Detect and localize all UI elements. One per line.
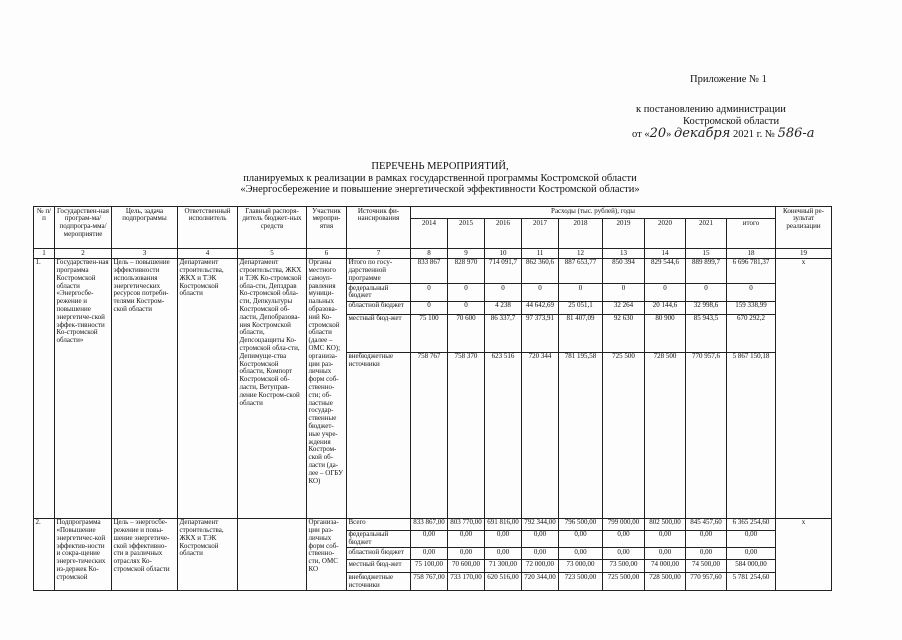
expense-value: 720 344: [522, 352, 559, 518]
column-index: 10: [485, 249, 522, 259]
expense-value: 0,00: [411, 548, 448, 560]
year-header: 2017: [522, 219, 559, 249]
expense-value: 97 373,91: [522, 314, 559, 352]
goal-text: Цель – энергосбе-режение и повы-шение энергетиче-ской эффективно-сти в различных отраслях Ко-стромской области: [112, 518, 178, 590]
expense-value: 584 000,00: [727, 560, 776, 573]
final-result: х: [776, 258, 832, 518]
responsible-executor: Департамент строительства, ЖКХ и ТЭК Костромской области: [178, 518, 238, 590]
expense-value: 81 407,09: [559, 314, 603, 352]
expense-value: 92 630: [603, 314, 645, 352]
expense-value: 0: [522, 284, 559, 302]
expense-value: 833 867,00: [411, 518, 448, 530]
column-index: 18: [727, 249, 776, 259]
measure-participant: Органы местного самоуп-равления муници-пальных образова-ний Ко-стромской области (далее – ОМС КО); организа-ции раз-личных форм соб-ственно-сти; об-ластные государ-ственные бюджет-ные учре-ждения Костром-ской об-ласти (да-лее – ОГБУ КО): [307, 258, 347, 518]
handwritten-month: декабря: [674, 126, 731, 141]
expense-value: 4 238: [485, 301, 522, 314]
expense-value: 720 344,00: [522, 573, 559, 591]
document-title: [200, 161, 680, 196]
budget-manager: Департамент строительства, ЖКХ и ТЭК Ко-стромской обла-сти, Депздрав Ко-стромской обла-сти, Депкультуры Костромской об-ласти, Депобразова-ния Костромской области, Депсоцзащиты Ко-стромской обла-сти, Депимуще-ства Костромской области, Компорт Костромской об-ласти, Ветупрaв-ление Костром-ской области: [238, 258, 307, 518]
column-index: 12: [559, 249, 603, 259]
measures-table: [33, 206, 832, 591]
expense-value: 0,00: [645, 548, 686, 560]
expense-value: 0,00: [559, 548, 603, 560]
expense-value: 758 767: [411, 352, 448, 518]
column-index: 7: [347, 249, 411, 259]
expense-value: 0,00: [603, 548, 645, 560]
expense-value: 0: [448, 284, 485, 302]
expense-value: 72 000,00: [522, 560, 559, 573]
year-header: 2018: [559, 219, 603, 249]
funding-source: Всего: [347, 518, 411, 530]
expense-value: 73 500,00: [603, 560, 645, 573]
column-index: 13: [603, 249, 645, 259]
expense-value: 670 292,2: [727, 314, 776, 352]
column-index-row: [34, 249, 832, 259]
expense-value: 691 816,00: [485, 518, 522, 530]
final-result: х: [776, 518, 832, 590]
appendix-label: Приложение № 1: [690, 74, 767, 85]
funding-source: областной бюджет: [347, 548, 411, 560]
year-header: 2015: [448, 219, 485, 249]
expense-value: 829 544,6: [645, 258, 686, 283]
decree-date-line: [632, 128, 815, 141]
date-mid: »: [666, 129, 674, 140]
column-index: 4: [178, 249, 238, 259]
expense-value: 0: [448, 301, 485, 314]
expense-value: 0,00: [448, 548, 485, 560]
table-row: [34, 518, 832, 530]
expense-value: 20 144,6: [645, 301, 686, 314]
handwritten-number: 586-а: [777, 126, 815, 141]
expense-value: 802 500,00: [645, 518, 686, 530]
decree-reference: к постановлению администрации: [636, 104, 786, 115]
expense-value: 887 653,77: [559, 258, 603, 283]
column-index: 14: [645, 249, 686, 259]
expense-value: 86 337,7: [485, 314, 522, 352]
expense-value: 70 600: [448, 314, 485, 352]
expense-value: 758 767,00: [411, 573, 448, 591]
header-manager: Главный распоря-дитель бюджет-ных средств: [238, 207, 307, 249]
column-index: 19: [776, 249, 832, 259]
funding-source: внебюджетные источники: [347, 573, 411, 591]
expense-value: 733 170,00: [448, 573, 485, 591]
expense-value: 0,00: [522, 548, 559, 560]
date-suffix: 2021 г. №: [730, 129, 778, 140]
column-index: 11: [522, 249, 559, 259]
year-header: итого: [727, 219, 776, 249]
expense-value: 32 998,6: [686, 301, 727, 314]
expense-value: 0,00: [522, 530, 559, 548]
expense-value: 0,00: [727, 530, 776, 548]
header-num: № п/п: [34, 207, 55, 249]
funding-source: местный бюд-жет: [347, 560, 411, 573]
funding-source: Итого по госу-дарственной программе: [347, 258, 411, 283]
table-body: [34, 258, 832, 590]
expense-value: 889 899,7: [686, 258, 727, 283]
expense-value: 80 900: [645, 314, 686, 352]
expense-value: 0: [411, 284, 448, 302]
header-program: Государствен-ная програм-ма/подпрогра-мма/ мероприятие: [55, 207, 112, 249]
expense-value: 0,00: [485, 530, 522, 548]
expense-value: 725 500,00: [603, 573, 645, 591]
expense-value: 850 394: [603, 258, 645, 283]
expense-value: 796 500,00: [559, 518, 603, 530]
region-name: Костромской области: [683, 116, 780, 127]
expense-value: 723 500,00: [559, 573, 603, 591]
column-index: 8: [411, 249, 448, 259]
column-index: 1: [34, 249, 55, 259]
date-prefix: от «: [632, 129, 650, 140]
row-number: 2.: [34, 518, 55, 590]
year-header: 2021: [686, 219, 727, 249]
header-goal: Цель, задача подпрограммы: [112, 207, 178, 249]
expense-value: 73 000,00: [559, 560, 603, 573]
expense-value: 71 300,00: [485, 560, 522, 573]
column-index: 15: [686, 249, 727, 259]
expense-value: 0,00: [485, 548, 522, 560]
header-source: Источник фи-нансирования: [347, 207, 411, 249]
funding-source: местный бюд-жет: [347, 314, 411, 352]
funding-source: федеральный бюджет: [347, 284, 411, 302]
expense-value: 74 500,00: [686, 560, 727, 573]
expense-value: 6 696 781,37: [727, 258, 776, 283]
goal-text: Цель – повышение эффективности использования энергетических ресурсов потреби-телями Костром-ской области: [112, 258, 178, 518]
handwritten-day: 20: [649, 126, 667, 141]
expense-value: 728 500: [645, 352, 686, 518]
expense-value: 75 100,00: [411, 560, 448, 573]
expense-value: 74 000,00: [645, 560, 686, 573]
measure-participant: Организа-ции раз-личных форм соб-ственно-сти, ОМС КО: [307, 518, 347, 590]
expense-value: 0: [686, 284, 727, 302]
funding-source: федеральный бюджет: [347, 530, 411, 548]
expense-value: 845 457,60: [686, 518, 727, 530]
responsible-executor: Департамент строительства, ЖКХ и ТЭК Костромской области: [178, 258, 238, 518]
expense-value: 0,00: [727, 548, 776, 560]
expense-value: 828 970: [448, 258, 485, 283]
expense-value: 770 957,60: [686, 573, 727, 591]
expense-value: 725 500: [603, 352, 645, 518]
table-row: [34, 258, 832, 283]
expense-value: 70 600,00: [448, 560, 485, 573]
expense-value: 714 091,7: [485, 258, 522, 283]
expense-value: 32 264: [603, 301, 645, 314]
expense-value: 5 867 150,18: [727, 352, 776, 518]
title-line-3: «Энергосбережение и повышение энергетической эффективности Костромской области»: [240, 184, 640, 195]
column-index: 2: [55, 249, 112, 259]
column-index: 5: [238, 249, 307, 259]
expense-value: 0,00: [603, 530, 645, 548]
expense-value: 781 195,58: [559, 352, 603, 518]
column-index: 6: [307, 249, 347, 259]
expense-value: 25 051,1: [559, 301, 603, 314]
expense-value: 0,00: [448, 530, 485, 548]
column-index: 3: [112, 249, 178, 259]
header-result: Конечный ре-зультат реализации: [776, 207, 832, 249]
year-header: 2020: [645, 219, 686, 249]
expense-value: 770 957,6: [686, 352, 727, 518]
expense-value: 0: [727, 284, 776, 302]
expense-value: 0: [411, 301, 448, 314]
header-expenses: Расходы (тыс. рублей), годы: [411, 207, 776, 219]
expense-value: 0,00: [411, 530, 448, 548]
expense-value: 833 867: [411, 258, 448, 283]
year-header: 2016: [485, 219, 522, 249]
expense-value: 0,00: [559, 530, 603, 548]
expense-value: 85 943,5: [686, 314, 727, 352]
expense-value: 623 516: [485, 352, 522, 518]
column-index: 9: [448, 249, 485, 259]
expense-value: 792 344,00: [522, 518, 559, 530]
funding-source: внебюджетные источники: [347, 352, 411, 518]
header-executor: Ответственный исполнитель: [178, 207, 238, 249]
expense-value: 5 781 254,60: [727, 573, 776, 591]
year-header: 2014: [411, 219, 448, 249]
expense-value: 6 365 254,60: [727, 518, 776, 530]
expense-value: 0: [645, 284, 686, 302]
budget-manager: [238, 518, 307, 590]
expense-value: 44 642,69: [522, 301, 559, 314]
expense-value: 799 000,00: [603, 518, 645, 530]
expense-value: 75 100: [411, 314, 448, 352]
expense-value: 758 370: [448, 352, 485, 518]
expense-value: 0,00: [686, 548, 727, 560]
year-header: 2019: [603, 219, 645, 249]
expense-value: 0: [559, 284, 603, 302]
expense-value: 620 516,00: [485, 573, 522, 591]
expense-value: 728 500,00: [645, 573, 686, 591]
title-line-1: ПЕРЕЧЕНЬ МЕРОПРИЯТИЙ,: [371, 161, 509, 172]
expense-value: 159 338,99: [727, 301, 776, 314]
program-name: Государствен-ная программа Костромской области «Энергосбе-режение и повышение энергетиче-ской эффек-тивности Ко-стромской области»: [55, 258, 112, 518]
funding-source: областной бюджет: [347, 301, 411, 314]
program-name: Подпрограмма «Повышение энергетичес-кой эффектив-ности и сокра-щение энерге-тических из-держек Ко-стромской: [55, 518, 112, 590]
expense-value: 0: [603, 284, 645, 302]
header-participant: Участник меропри-ятия: [307, 207, 347, 249]
row-number: 1.: [34, 258, 55, 518]
expense-value: 0: [485, 284, 522, 302]
expense-value: 862 360,6: [522, 258, 559, 283]
expense-value: 803 770,00: [448, 518, 485, 530]
expense-value: 0,00: [645, 530, 686, 548]
title-line-2: планируемых к реализации в рамках государственной программы Костромской области: [243, 172, 637, 184]
expense-value: 0,00: [686, 530, 727, 548]
